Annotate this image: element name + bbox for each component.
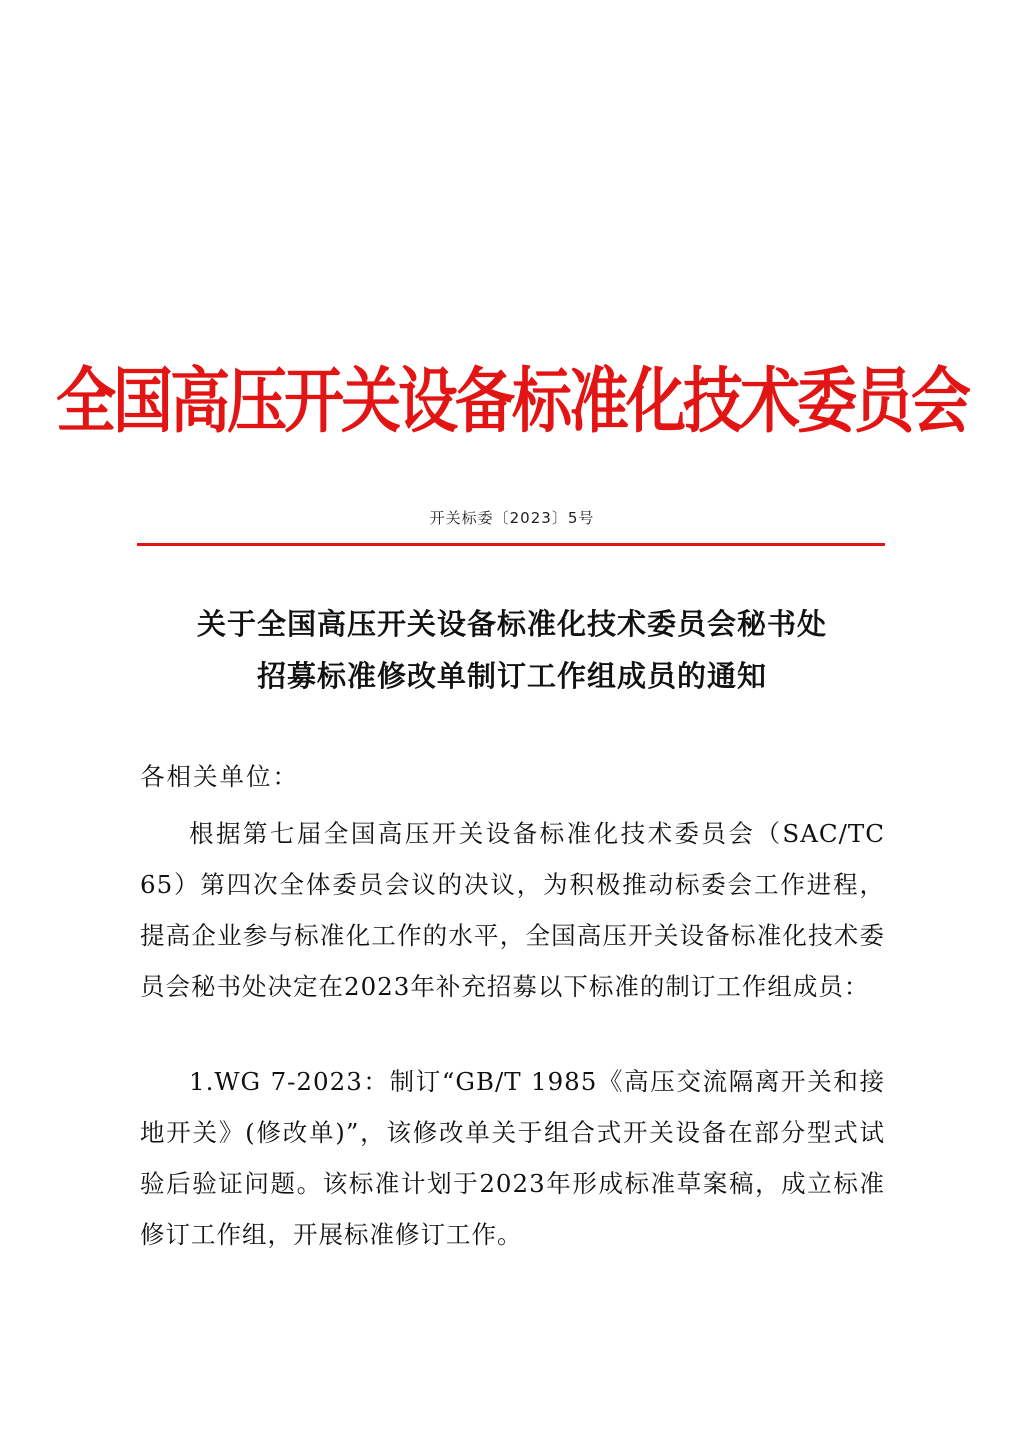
body-paragraph-1: 根据第七届全国高压开关设备标准化技术委员会（SAC/TC 65）第四次全体委员会议的决议，为积极推动标委会工作进程，提高企业参与标准化工作的水平，全国高压开关设备标准化技术委员会秘书处决定在2023年补充招募以下标准的制订工作组成员：	[140, 819, 885, 1001]
red-divider-rule	[137, 543, 885, 546]
salutation: 各相关单位：	[140, 762, 299, 791]
notice-title-line-1: 关于全国高压开关设备标准化技术委员会秘书处	[196, 607, 827, 641]
masthead-organization: 全国高压开关设备标准化技术委员会	[56, 360, 968, 444]
notice-title	[0, 598, 1024, 702]
body-paragraph-2: 1.WG 7-2023：制订“GB/T 1985《高压交流隔离开关和接地开关》(修改单)”，该修改单关于组合式开关设备在部分型式试验后验证问题。该标准计划于2023年形成标准草案稿，成立标准修订工作组，开展标准修订工作。	[140, 1067, 885, 1249]
document-number: 开关标委〔2023〕5号	[429, 509, 595, 527]
notice-title-line-2: 招募标准修改单制订工作组成员的通知	[256, 659, 767, 693]
